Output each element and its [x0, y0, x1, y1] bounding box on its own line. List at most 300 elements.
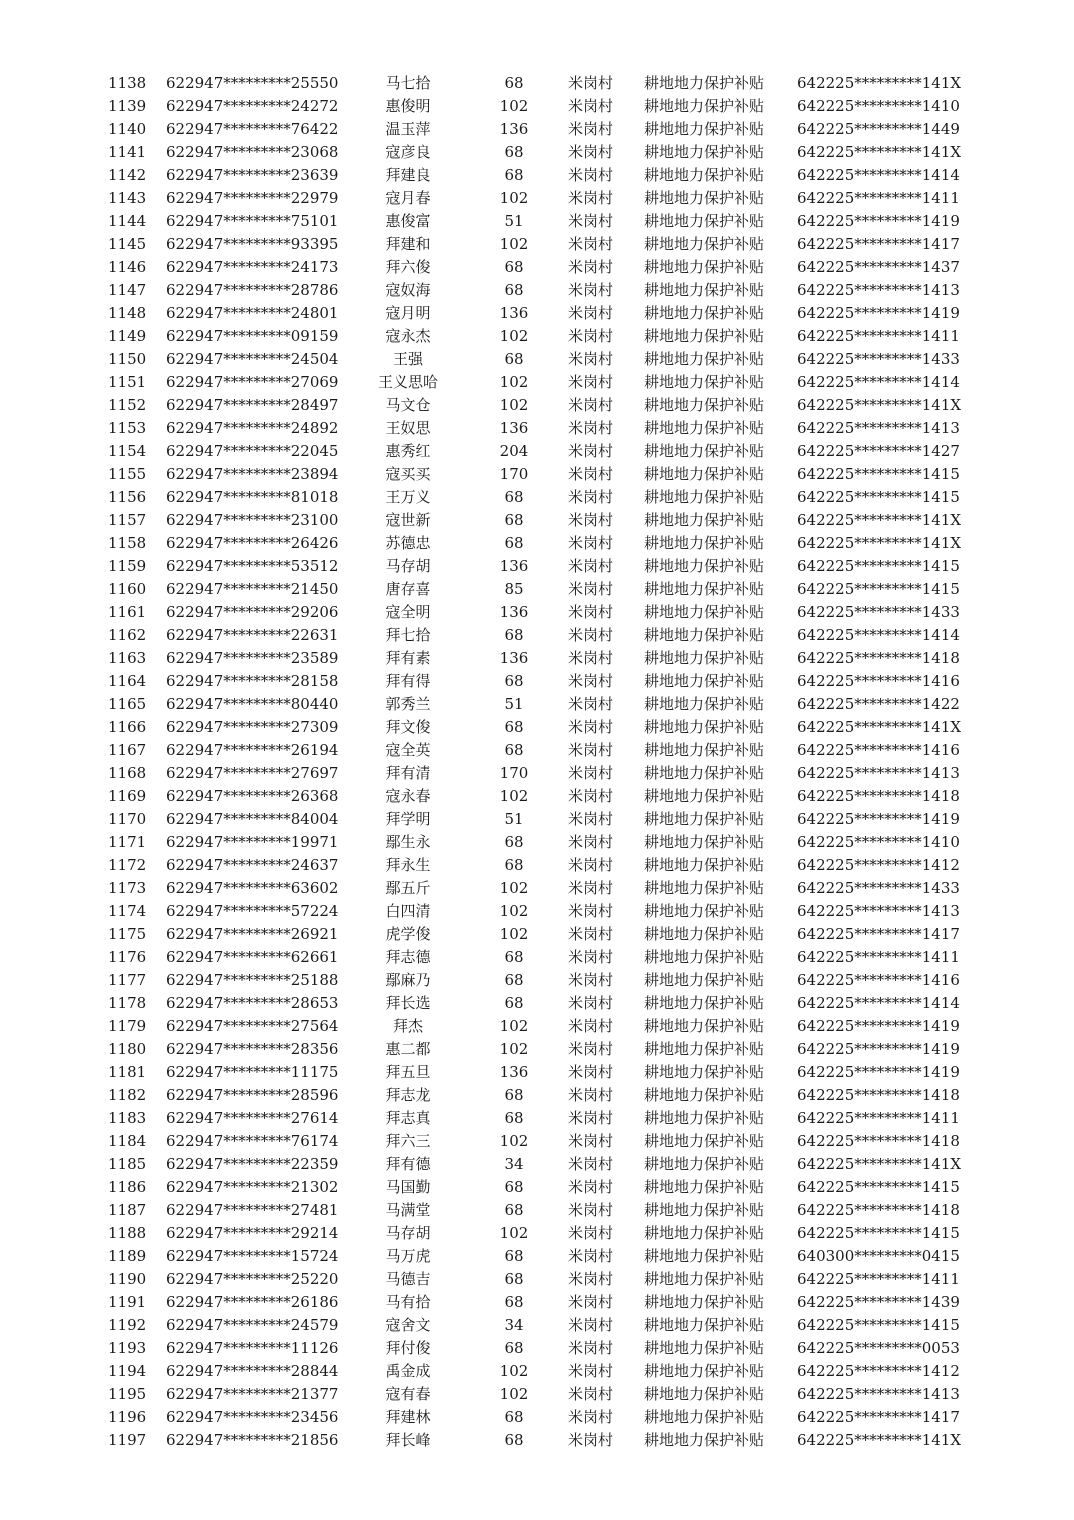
table-row — [0, 601, 1074, 624]
id-number: 642225*********1410 — [797, 97, 960, 115]
subsidy-type: 耕地地力保护补贴 — [644, 304, 765, 322]
subsidy-amount: 136 — [499, 557, 529, 575]
village-name: 米岗村 — [568, 1316, 614, 1334]
row-index: 1157 — [108, 511, 147, 529]
row-index: 1163 — [108, 649, 147, 667]
subsidy-amount: 136 — [499, 649, 529, 667]
table-row — [0, 164, 1074, 187]
table-row — [0, 969, 1074, 992]
row-index: 1190 — [108, 1270, 147, 1288]
account-number: 622947*********22045 — [166, 442, 339, 460]
account-number: 622947*********23456 — [166, 1408, 339, 1426]
person-name: 寇奴海 — [385, 281, 431, 299]
person-name: 寇月明 — [385, 304, 431, 322]
table-row — [0, 325, 1074, 348]
subsidy-type: 耕地地力保护补贴 — [644, 580, 765, 598]
village-name: 米岗村 — [568, 1040, 614, 1058]
village-name: 米岗村 — [568, 1293, 614, 1311]
subsidy-type: 耕地地力保护补贴 — [644, 971, 765, 989]
row-index: 1142 — [108, 166, 147, 184]
account-number: 622947*********24637 — [166, 856, 339, 874]
village-name: 米岗村 — [568, 350, 614, 368]
table-row — [0, 532, 1074, 555]
account-number: 622947*********25220 — [166, 1270, 339, 1288]
id-number: 642225*********1419 — [797, 304, 960, 322]
subsidy-type: 耕地地力保护补贴 — [644, 511, 765, 529]
person-name: 寇永春 — [385, 787, 431, 805]
village-name: 米岗村 — [568, 879, 614, 897]
id-number: 642225*********1419 — [797, 1017, 960, 1035]
person-name: 寇买买 — [385, 465, 431, 483]
id-number: 642225*********1412 — [797, 1362, 960, 1380]
person-name: 拜有素 — [385, 649, 431, 667]
subsidy-amount: 68 — [504, 1431, 524, 1449]
village-name: 米岗村 — [568, 419, 614, 437]
id-number: 640300*********0415 — [797, 1247, 960, 1265]
person-name: 鄢麻乃 — [385, 971, 431, 989]
village-name: 米岗村 — [568, 281, 614, 299]
id-number: 642225*********141X — [797, 1431, 962, 1449]
subsidy-type: 耕地地力保护补贴 — [644, 143, 765, 161]
village-name: 米岗村 — [568, 97, 614, 115]
account-number: 622947*********28653 — [166, 994, 339, 1012]
subsidy-amount: 85 — [504, 580, 524, 598]
subsidy-type: 耕地地力保护补贴 — [644, 879, 765, 897]
account-number: 622947*********63602 — [166, 879, 339, 897]
person-name: 拜有清 — [385, 764, 431, 782]
id-number: 642225*********1414 — [797, 626, 960, 644]
subsidy-type: 耕地地力保护补贴 — [644, 419, 765, 437]
village-name: 米岗村 — [568, 396, 614, 414]
subsidy-amount: 102 — [499, 1132, 529, 1150]
table-row — [0, 118, 1074, 141]
account-number: 622947*********28596 — [166, 1086, 339, 1104]
subsidy-type: 耕地地力保护补贴 — [644, 465, 765, 483]
row-index: 1169 — [108, 787, 147, 805]
subsidy-amount: 68 — [504, 258, 524, 276]
id-number: 642225*********1411 — [797, 948, 960, 966]
person-name: 寇彦良 — [385, 143, 431, 161]
village-name: 米岗村 — [568, 74, 614, 92]
person-name: 马七拾 — [385, 74, 431, 92]
table-row — [0, 739, 1074, 762]
table-row — [0, 302, 1074, 325]
row-index: 1176 — [108, 948, 147, 966]
row-index: 1152 — [108, 396, 147, 414]
table-row — [0, 1337, 1074, 1360]
row-index: 1139 — [108, 97, 147, 115]
person-name: 苏德忠 — [385, 534, 431, 552]
village-name: 米岗村 — [568, 764, 614, 782]
table-row — [0, 95, 1074, 118]
person-name: 鄢五斤 — [385, 879, 431, 897]
person-name: 寇舍文 — [385, 1316, 431, 1334]
table-row — [0, 1107, 1074, 1130]
subsidy-type: 耕地地力保护补贴 — [644, 1040, 765, 1058]
id-number: 642225*********1433 — [797, 350, 960, 368]
table-row — [0, 1383, 1074, 1406]
subsidy-type: 耕地地力保护补贴 — [644, 327, 765, 345]
row-index: 1191 — [108, 1293, 147, 1311]
village-name: 米岗村 — [568, 833, 614, 851]
subsidy-amount: 68 — [504, 1339, 524, 1357]
subsidy-type: 耕地地力保护补贴 — [644, 189, 765, 207]
row-index: 1159 — [108, 557, 147, 575]
subsidy-table — [0, 72, 1074, 1452]
person-name: 拜志龙 — [385, 1086, 431, 1104]
row-index: 1186 — [108, 1178, 147, 1196]
account-number: 622947*********24173 — [166, 258, 339, 276]
table-row — [0, 854, 1074, 877]
subsidy-amount: 68 — [504, 718, 524, 736]
village-name: 米岗村 — [568, 902, 614, 920]
row-index: 1154 — [108, 442, 147, 460]
subsidy-type: 耕地地力保护补贴 — [644, 350, 765, 368]
id-number: 642225*********1427 — [797, 442, 960, 460]
village-name: 米岗村 — [568, 626, 614, 644]
row-index: 1188 — [108, 1224, 147, 1242]
table-row — [0, 693, 1074, 716]
account-number: 622947*********28844 — [166, 1362, 339, 1380]
subsidy-type: 耕地地力保护补贴 — [644, 810, 765, 828]
village-name: 米岗村 — [568, 580, 614, 598]
table-row — [0, 1245, 1074, 1268]
village-name: 米岗村 — [568, 856, 614, 874]
person-name: 拜七拾 — [385, 626, 431, 644]
table-row — [0, 923, 1074, 946]
subsidy-type: 耕地地力保护补贴 — [644, 1017, 765, 1035]
account-number: 622947*********27614 — [166, 1109, 339, 1127]
subsidy-type: 耕地地力保护补贴 — [644, 695, 765, 713]
person-name: 寇全英 — [385, 741, 431, 759]
subsidy-amount: 102 — [499, 1224, 529, 1242]
row-index: 1197 — [108, 1431, 147, 1449]
row-index: 1183 — [108, 1109, 147, 1127]
person-name: 拜六俊 — [385, 258, 431, 276]
subsidy-amount: 102 — [499, 1362, 529, 1380]
table-row — [0, 256, 1074, 279]
village-name: 米岗村 — [568, 1132, 614, 1150]
person-name: 拜付俊 — [385, 1339, 431, 1357]
account-number: 622947*********29214 — [166, 1224, 339, 1242]
village-name: 米岗村 — [568, 1339, 614, 1357]
subsidy-amount: 68 — [504, 672, 524, 690]
id-number: 642225*********1415 — [797, 488, 960, 506]
account-number: 622947*********27481 — [166, 1201, 339, 1219]
village-name: 米岗村 — [568, 925, 614, 943]
subsidy-type: 耕地地力保护补贴 — [644, 1385, 765, 1403]
person-name: 马文仓 — [385, 396, 431, 414]
village-name: 米岗村 — [568, 212, 614, 230]
subsidy-type: 耕地地力保护补贴 — [644, 1247, 765, 1265]
village-name: 米岗村 — [568, 1270, 614, 1288]
person-name: 寇永杰 — [385, 327, 431, 345]
person-name: 拜有得 — [385, 672, 431, 690]
village-name: 米岗村 — [568, 810, 614, 828]
table-row — [0, 440, 1074, 463]
account-number: 622947*********21450 — [166, 580, 339, 598]
village-name: 米岗村 — [568, 1155, 614, 1173]
account-number: 622947*********23639 — [166, 166, 339, 184]
person-name: 拜建林 — [385, 1408, 431, 1426]
village-name: 米岗村 — [568, 1063, 614, 1081]
account-number: 622947*********26921 — [166, 925, 339, 943]
id-number: 642225*********1413 — [797, 419, 960, 437]
person-name: 惠二都 — [385, 1040, 431, 1058]
row-index: 1138 — [108, 74, 147, 92]
id-number: 642225*********1413 — [797, 281, 960, 299]
village-name: 米岗村 — [568, 166, 614, 184]
village-name: 米岗村 — [568, 327, 614, 345]
subsidy-amount: 102 — [499, 327, 529, 345]
row-index: 1145 — [108, 235, 147, 253]
table-row — [0, 279, 1074, 302]
subsidy-type: 耕地地力保护补贴 — [644, 488, 765, 506]
table-row — [0, 210, 1074, 233]
account-number: 622947*********24579 — [166, 1316, 339, 1334]
subsidy-amount: 102 — [499, 373, 529, 391]
subsidy-amount: 51 — [504, 212, 524, 230]
subsidy-type: 耕地地力保护补贴 — [644, 1224, 765, 1242]
account-number: 622947*********75101 — [166, 212, 339, 230]
subsidy-type: 耕地地力保护补贴 — [644, 120, 765, 138]
table-row — [0, 1084, 1074, 1107]
village-name: 米岗村 — [568, 603, 614, 621]
person-name: 寇有春 — [385, 1385, 431, 1403]
village-name: 米岗村 — [568, 1224, 614, 1242]
village-name: 米岗村 — [568, 971, 614, 989]
person-name: 惠俊明 — [385, 97, 431, 115]
account-number: 622947*********15724 — [166, 1247, 339, 1265]
id-number: 642225*********1411 — [797, 189, 960, 207]
row-index: 1177 — [108, 971, 147, 989]
person-name: 马存胡 — [385, 557, 431, 575]
table-row — [0, 900, 1074, 923]
subsidy-amount: 102 — [499, 396, 529, 414]
row-index: 1155 — [108, 465, 147, 483]
village-name: 米岗村 — [568, 1178, 614, 1196]
table-row — [0, 1314, 1074, 1337]
account-number: 622947*********19971 — [166, 833, 339, 851]
row-index: 1173 — [108, 879, 147, 897]
account-number: 622947*********22631 — [166, 626, 339, 644]
id-number: 642225*********1414 — [797, 373, 960, 391]
subsidy-amount: 68 — [504, 1086, 524, 1104]
account-number: 622947*********53512 — [166, 557, 339, 575]
table-row — [0, 1222, 1074, 1245]
subsidy-amount: 68 — [504, 166, 524, 184]
id-number: 642225*********1422 — [797, 695, 960, 713]
subsidy-amount: 102 — [499, 925, 529, 943]
table-row — [0, 394, 1074, 417]
village-name: 米岗村 — [568, 1247, 614, 1265]
account-number: 622947*********24892 — [166, 419, 339, 437]
table-row — [0, 877, 1074, 900]
id-number: 642225*********1413 — [797, 1385, 960, 1403]
person-name: 拜志真 — [385, 1109, 431, 1127]
subsidy-amount: 68 — [504, 1178, 524, 1196]
subsidy-type: 耕地地力保护补贴 — [644, 1086, 765, 1104]
table-row — [0, 831, 1074, 854]
subsidy-amount: 68 — [504, 350, 524, 368]
subsidy-type: 耕地地力保护补贴 — [644, 1155, 765, 1173]
subsidy-amount: 68 — [504, 741, 524, 759]
account-number: 622947*********27309 — [166, 718, 339, 736]
village-name: 米岗村 — [568, 1408, 614, 1426]
id-number: 642225*********1414 — [797, 166, 960, 184]
subsidy-amount: 68 — [504, 1408, 524, 1426]
account-number: 622947*********28497 — [166, 396, 339, 414]
row-index: 1182 — [108, 1086, 147, 1104]
person-name: 寇世新 — [385, 511, 431, 529]
id-number: 642225*********141X — [797, 74, 962, 92]
person-name: 惠秀红 — [385, 442, 431, 460]
row-index: 1180 — [108, 1040, 147, 1058]
subsidy-type: 耕地地力保护补贴 — [644, 396, 765, 414]
village-name: 米岗村 — [568, 235, 614, 253]
subsidy-type: 耕地地力保护补贴 — [644, 925, 765, 943]
account-number: 622947*********27069 — [166, 373, 339, 391]
person-name: 拜永生 — [385, 856, 431, 874]
subsidy-amount: 136 — [499, 120, 529, 138]
id-number: 642225*********1417 — [797, 1408, 960, 1426]
account-number: 622947*********28786 — [166, 281, 339, 299]
subsidy-type: 耕地地力保护补贴 — [644, 1109, 765, 1127]
table-row — [0, 486, 1074, 509]
account-number: 622947*********27697 — [166, 764, 339, 782]
row-index: 1158 — [108, 534, 147, 552]
person-name: 温玉萍 — [385, 120, 431, 138]
row-index: 1149 — [108, 327, 147, 345]
account-number: 622947*********23068 — [166, 143, 339, 161]
subsidy-amount: 102 — [499, 1017, 529, 1035]
person-name: 马德吉 — [385, 1270, 431, 1288]
person-name: 禹金成 — [385, 1362, 431, 1380]
subsidy-type: 耕地地力保护补贴 — [644, 787, 765, 805]
row-index: 1170 — [108, 810, 147, 828]
table-row — [0, 1153, 1074, 1176]
row-index: 1184 — [108, 1132, 147, 1150]
subsidy-type: 耕地地力保护补贴 — [644, 741, 765, 759]
account-number: 622947*********11126 — [166, 1339, 339, 1357]
subsidy-amount: 170 — [499, 764, 529, 782]
person-name: 马国勤 — [385, 1178, 431, 1196]
table-row — [0, 578, 1074, 601]
account-number: 622947*********23100 — [166, 511, 339, 529]
table-row — [0, 785, 1074, 808]
village-name: 米岗村 — [568, 557, 614, 575]
village-name: 米岗村 — [568, 120, 614, 138]
subsidy-type: 耕地地力保护补贴 — [644, 1362, 765, 1380]
person-name: 王万义 — [385, 488, 431, 506]
id-number: 642225*********141X — [797, 396, 962, 414]
subsidy-type: 耕地地力保护补贴 — [644, 235, 765, 253]
account-number: 622947*********62661 — [166, 948, 339, 966]
row-index: 1171 — [108, 833, 147, 851]
subsidy-amount: 34 — [504, 1155, 524, 1173]
person-name: 马满堂 — [385, 1201, 431, 1219]
village-name: 米岗村 — [568, 787, 614, 805]
id-number: 642225*********1418 — [797, 1201, 960, 1219]
person-name: 寇全明 — [385, 603, 431, 621]
row-index: 1150 — [108, 350, 147, 368]
subsidy-type: 耕地地力保护补贴 — [644, 1201, 765, 1219]
id-number: 642225*********141X — [797, 718, 962, 736]
subsidy-amount: 34 — [504, 1316, 524, 1334]
row-index: 1141 — [108, 143, 147, 161]
account-number: 622947*********22979 — [166, 189, 339, 207]
account-number: 622947*********29206 — [166, 603, 339, 621]
subsidy-amount: 68 — [504, 1109, 524, 1127]
account-number: 622947*********24272 — [166, 97, 339, 115]
account-number: 622947*********84004 — [166, 810, 339, 828]
row-index: 1151 — [108, 373, 147, 391]
account-number: 622947*********76174 — [166, 1132, 339, 1150]
row-index: 1164 — [108, 672, 147, 690]
id-number: 642225*********1415 — [797, 465, 960, 483]
person-name: 拜五旦 — [385, 1063, 431, 1081]
subsidy-type: 耕地地力保护补贴 — [644, 994, 765, 1012]
table-row — [0, 1268, 1074, 1291]
village-name: 米岗村 — [568, 442, 614, 460]
village-name: 米岗村 — [568, 1109, 614, 1127]
subsidy-amount: 68 — [504, 971, 524, 989]
id-number: 642225*********1412 — [797, 856, 960, 874]
person-name: 王强 — [392, 350, 423, 368]
subsidy-type: 耕地地力保护补贴 — [644, 1178, 765, 1196]
row-index: 1144 — [108, 212, 147, 230]
row-index: 1156 — [108, 488, 147, 506]
subsidy-type: 耕地地力保护补贴 — [644, 718, 765, 736]
account-number: 622947*********21377 — [166, 1385, 339, 1403]
person-name: 拜长选 — [385, 994, 431, 1012]
table-row — [0, 670, 1074, 693]
row-index: 1147 — [108, 281, 147, 299]
id-number: 642225*********1418 — [797, 649, 960, 667]
row-index: 1162 — [108, 626, 147, 644]
row-index: 1161 — [108, 603, 147, 621]
id-number: 642225*********141X — [797, 143, 962, 161]
id-number: 642225*********1416 — [797, 672, 960, 690]
subsidy-type: 耕地地力保护补贴 — [644, 1316, 765, 1334]
village-name: 米岗村 — [568, 672, 614, 690]
row-index: 1148 — [108, 304, 147, 322]
subsidy-type: 耕地地力保护补贴 — [644, 281, 765, 299]
id-number: 642225*********1415 — [797, 1178, 960, 1196]
id-number: 642225*********1419 — [797, 1040, 960, 1058]
village-name: 米岗村 — [568, 695, 614, 713]
subsidy-type: 耕地地力保护补贴 — [644, 1408, 765, 1426]
subsidy-amount: 102 — [499, 189, 529, 207]
table-row — [0, 762, 1074, 785]
account-number: 622947*********26194 — [166, 741, 339, 759]
table-row — [0, 417, 1074, 440]
account-number: 622947*********26368 — [166, 787, 339, 805]
account-number: 622947*********22359 — [166, 1155, 339, 1173]
village-name: 米岗村 — [568, 373, 614, 391]
account-number: 622947*********21856 — [166, 1431, 339, 1449]
subsidy-type: 耕地地力保护补贴 — [644, 1063, 765, 1081]
account-number: 622947*********28158 — [166, 672, 339, 690]
account-number: 622947*********25550 — [166, 74, 339, 92]
id-number: 642225*********1449 — [797, 120, 960, 138]
subsidy-type: 耕地地力保护补贴 — [644, 74, 765, 92]
table-row — [0, 1406, 1074, 1429]
account-number: 622947*********23894 — [166, 465, 339, 483]
subsidy-amount: 102 — [499, 235, 529, 253]
village-name: 米岗村 — [568, 189, 614, 207]
id-number: 642225*********1419 — [797, 212, 960, 230]
